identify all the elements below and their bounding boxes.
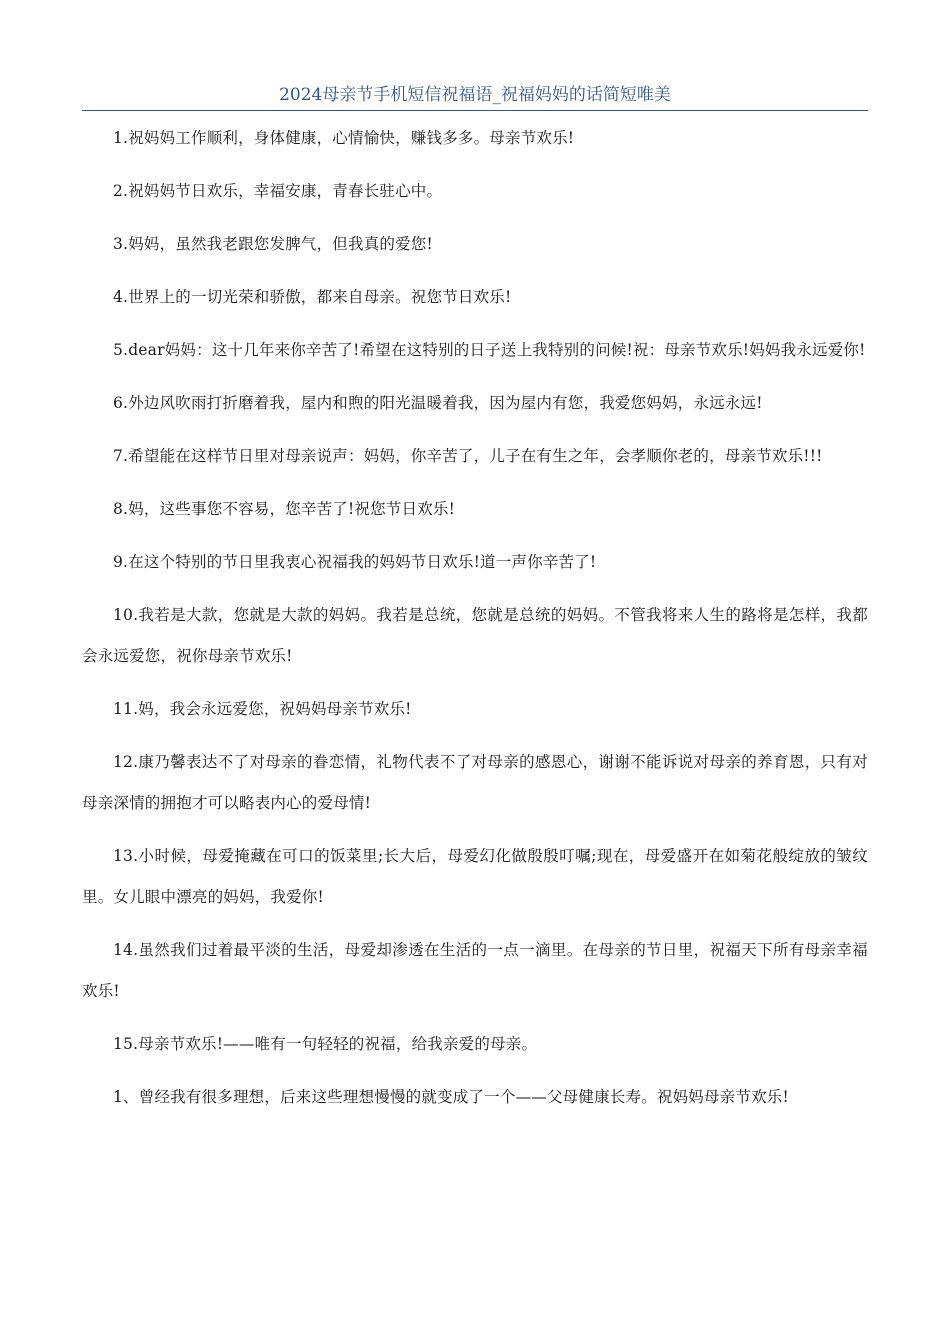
- document-title: 2024母亲节手机短信祝福语_祝福妈妈的话简短唯美: [279, 85, 671, 105]
- paragraph-8: 8.妈，这些事您不容易，您辛苦了!祝您节日欢乐!: [113, 500, 456, 518]
- paragraph-15: 15.母亲节欢乐!——唯有一句轻轻的祝福，给我亲爱的母亲。: [113, 1035, 538, 1053]
- paragraph-14: 14.虽然我们过着最平淡的生活，母爱却渗透在生活的一点一滴里。在母亲的节日里，祝福天下所有母亲幸福欢乐!: [82, 941, 868, 1000]
- paragraph-4: 4.世界上的一切光荣和骄傲，都来自母亲。祝您节日欢乐!: [113, 288, 512, 306]
- paragraph-16: 1、曾经我有很多理想，后来这些理想慢慢的就变成了一个——父母健康长寿。祝妈妈母亲节欢乐!: [113, 1088, 789, 1106]
- paragraph-10: 10.我若是大款，您就是大款的妈妈。我若是总统，您就是总统的妈妈。不管我将来人生的路将是怎样，我都会永远爱您，祝你母亲节欢乐!: [82, 606, 868, 665]
- paragraph-2: 2.祝妈妈节日欢乐，幸福安康，青春长驻心中。: [113, 182, 443, 200]
- paragraph-12: 12.康乃馨表达不了对母亲的眷恋情，礼物代表不了对母亲的感恩心，谢谢不能诉说对母亲的养育恩，只有对母亲深情的拥抱才可以略表内心的爱母情!: [82, 753, 868, 812]
- paragraph-7: 7.希望能在这样节日里对母亲说声：妈妈，你辛苦了，儿子在有生之年，会孝顺你老的，母亲节欢乐!!!: [113, 447, 823, 465]
- paragraph-1: 1.祝妈妈工作顺利，身体健康，心情愉快，赚钱多多。母亲节欢乐!: [113, 129, 575, 147]
- document-body: [82, 118, 868, 1130]
- document-header: [82, 80, 868, 111]
- paragraph-13: 13.小时候，母爱掩藏在可口的饭菜里;长大后，母爱幻化做殷殷叮嘱;现在，母爱盛开在如菊花般绽放的皱纹里。女儿眼中漂亮的妈妈，我爱你!: [82, 847, 868, 906]
- paragraph-9: 9.在这个特别的节日里我衷心祝福我的妈妈节日欢乐!道一声你辛苦了!: [113, 553, 597, 571]
- paragraph-11: 11.妈，我会永远爱您，祝妈妈母亲节欢乐!: [113, 700, 412, 718]
- paragraph-3: 3.妈妈，虽然我老跟您发脾气，但我真的爱您!: [113, 235, 433, 253]
- paragraph-5: 5.dear妈妈：这十几年来你辛苦了!希望在这特别的日子送上我特别的问候!祝：母亲节欢乐!妈妈我永远爱你!: [113, 341, 866, 359]
- paragraph-6: 6.外边风吹雨打折磨着我，屋内和煦的阳光温暖着我，因为屋内有您，我爱您妈妈，永远永远!: [113, 394, 763, 412]
